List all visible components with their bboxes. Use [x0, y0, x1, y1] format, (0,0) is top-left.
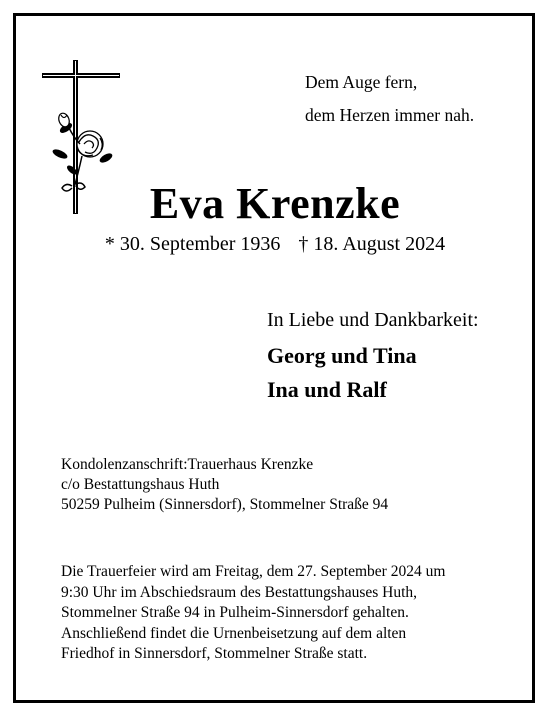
- mourner-name: Ina und Ralf: [267, 377, 387, 402]
- address-line: Kondolenzanschrift:Trauerhaus Krenzke: [61, 456, 314, 473]
- mourner-name: Georg und Tina: [267, 343, 417, 368]
- service-line: Anschließend findet die Urnenbeisetzung auf dem alten: [61, 624, 407, 642]
- address-line: c/o Bestattungshaus Huth: [61, 476, 220, 493]
- address-line: 50259 Pulheim (Sinnersdorf), Stommelner Straße 94: [61, 496, 389, 513]
- funeral-service-info: [61, 562, 445, 665]
- motto-line-2: dem Herzen immer nah.: [305, 105, 475, 125]
- mourners-names: [267, 339, 417, 407]
- birth-date: * 30. September 1936: [104, 233, 281, 255]
- service-line: 9:30 Uhr im Abschiedsraum des Bestattungshauses Huth,: [61, 583, 418, 601]
- service-line: Stommelner Straße 94 in Pulheim-Sinnersdorf gehalten.: [61, 604, 409, 621]
- death-date: † 18. August 2024: [298, 233, 446, 255]
- deceased-name: Eva Krenzke: [149, 179, 401, 228]
- mourners-intro: In Liebe und Dankbarkeit:: [267, 309, 479, 331]
- condolence-address: [61, 455, 388, 515]
- service-line: Friedhof in Sinnersdorf, Stommelner Straße statt.: [61, 645, 368, 662]
- motto-line-1: Dem Auge fern,: [305, 72, 418, 92]
- life-dates: [0, 233, 550, 256]
- motto: [305, 66, 474, 132]
- service-line: Die Trauerfeier wird am Freitag, dem 27. September 2024 um: [61, 563, 446, 580]
